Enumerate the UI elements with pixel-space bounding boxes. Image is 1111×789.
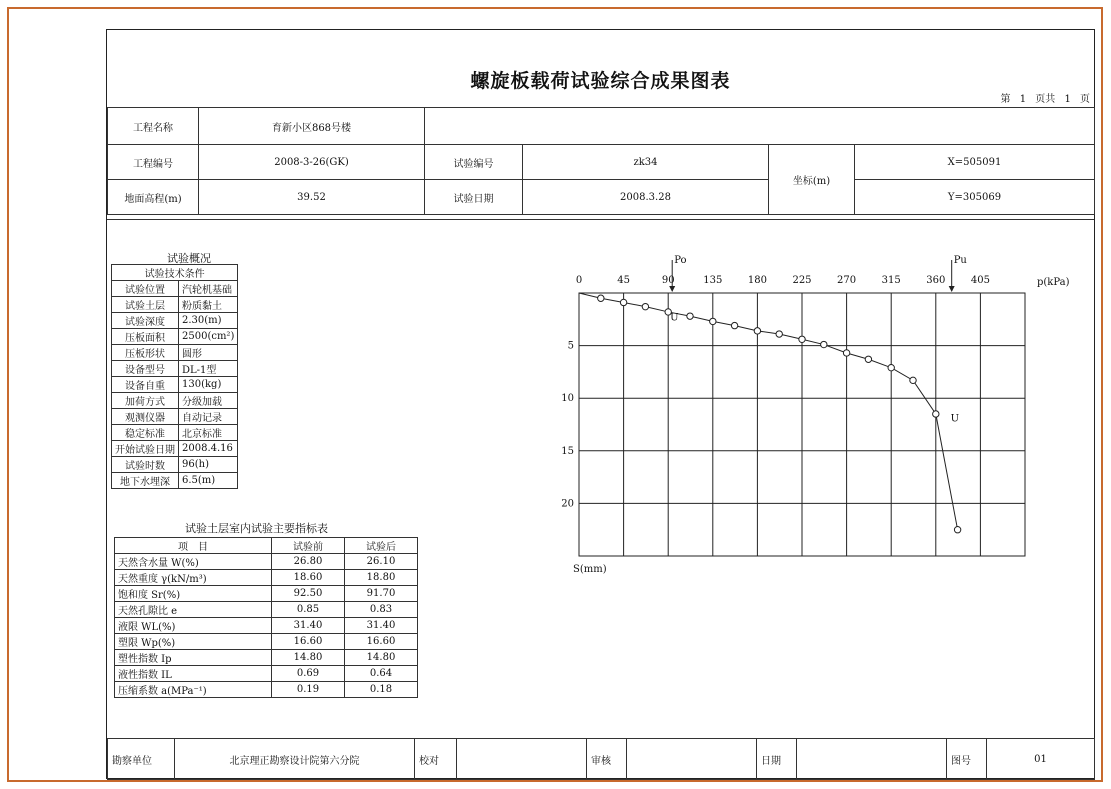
test-no: zk34 — [523, 145, 769, 180]
condition-key: 设备型号 — [112, 361, 179, 377]
condition-value: 粉质黏土 — [179, 297, 238, 313]
lab-after: 31.40 — [345, 618, 418, 634]
lab-item: 天然孔隙比 e — [115, 602, 272, 618]
condition-value: DL-1型 — [179, 361, 238, 377]
y-axis-label: S(mm) — [573, 564, 607, 575]
document-frame — [7, 7, 1103, 782]
lab-before: 31.40 — [272, 618, 345, 634]
lab-item: 液性指数 IL — [115, 666, 272, 682]
lab-item: 天然重度 γ(kN/m³) — [115, 570, 272, 586]
lab-before: 26.80 — [272, 554, 345, 570]
marker-arrow — [669, 286, 675, 292]
y-tick-label: 5 — [567, 340, 574, 352]
data-point — [888, 364, 894, 370]
x-tick-label: 270 — [837, 275, 857, 286]
data-point — [776, 331, 782, 337]
data-point — [710, 318, 716, 324]
condition-key: 压板形状 — [112, 345, 179, 361]
condition-key: 设备自重 — [112, 377, 179, 393]
date-label: 日期 — [757, 739, 797, 780]
x-tick-label: 135 — [703, 275, 723, 286]
point-label: U — [670, 312, 679, 324]
x-tick-label: 405 — [970, 275, 990, 286]
lab-item: 塑性指数 Ip — [115, 650, 272, 666]
lab-after: 16.60 — [345, 634, 418, 650]
lab-after: 18.80 — [345, 570, 418, 586]
check-value — [457, 739, 587, 780]
conditions-title: 试验技术条件 — [112, 265, 238, 281]
footer-table — [107, 738, 1095, 780]
x-tick-label: 360 — [926, 275, 946, 286]
x-tick-label: 0 — [575, 275, 583, 286]
lab-item: 饱和度 Sr(%) — [115, 586, 272, 602]
marker-label: Po — [674, 255, 687, 266]
x-tick-label: 45 — [617, 275, 630, 286]
figure-no: 01 — [987, 739, 1095, 780]
check-label: 校对 — [415, 739, 457, 780]
condition-key: 地下水埋深 — [112, 473, 179, 489]
condition-value: 6.5(m) — [179, 473, 238, 489]
lab-before: 0.19 — [272, 682, 345, 698]
report-title: 螺旋板载荷试验综合成果图表 — [470, 70, 731, 92]
point-label: U — [950, 413, 960, 425]
lab-header-before: 试验前 — [272, 538, 345, 554]
lab-before: 0.85 — [272, 602, 345, 618]
review-value — [627, 739, 757, 780]
overview-title: 试验概况 — [167, 252, 211, 265]
data-point — [865, 356, 871, 362]
lab-after: 0.64 — [345, 666, 418, 682]
condition-value: 2008.4.16 — [179, 441, 238, 457]
lab-header-item: 项 目 — [115, 538, 272, 554]
settlement-curve — [579, 293, 958, 530]
data-point — [910, 377, 916, 383]
data-point — [799, 336, 805, 342]
condition-key: 开始试验日期 — [112, 441, 179, 457]
condition-value: 自动记录 — [179, 409, 238, 425]
lab-after: 0.83 — [345, 602, 418, 618]
condition-key: 试验位置 — [112, 281, 179, 297]
data-point — [843, 350, 849, 356]
condition-key: 稳定标准 — [112, 425, 179, 441]
report-sheet — [106, 29, 1095, 779]
lab-item: 压缩系数 a(MPa⁻¹) — [115, 682, 272, 698]
lab-after: 91.70 — [345, 586, 418, 602]
condition-key: 加荷方式 — [112, 393, 179, 409]
project-name: 育新小区868号楼 — [199, 108, 425, 145]
x-axis-label: p(kPa) — [1037, 277, 1070, 288]
y-tick-label: 20 — [561, 498, 574, 510]
x-tick-label: 90 — [661, 275, 675, 286]
x-tick-label: 180 — [747, 275, 767, 286]
condition-key: 试验土层 — [112, 297, 179, 313]
condition-key: 压板面积 — [112, 329, 179, 345]
condition-key: 试验时数 — [112, 457, 179, 473]
x-tick-label: 225 — [792, 275, 812, 286]
lab-item: 液限 WL(%) — [115, 618, 272, 634]
elevation-label: 地面高程(m) — [108, 180, 199, 215]
lab-before: 18.60 — [272, 570, 345, 586]
data-point — [731, 322, 737, 328]
condition-value: 2500(cm²) — [179, 329, 238, 345]
data-point — [821, 341, 827, 347]
data-point — [754, 328, 760, 334]
condition-value: 圆形 — [179, 345, 238, 361]
project-no-label: 工程编号 — [108, 145, 199, 180]
condition-key: 试验深度 — [112, 313, 179, 329]
test-no-label: 试验编号 — [425, 145, 523, 180]
data-point — [620, 299, 626, 305]
condition-value: 2.30(m) — [179, 313, 238, 329]
project-no: 2008-3-26(GK) — [199, 145, 425, 180]
lab-after: 14.80 — [345, 650, 418, 666]
lab-item: 天然含水量 W(%) — [115, 554, 272, 570]
coord-y: Y=305069 — [855, 180, 1095, 215]
lab-after: 0.18 — [345, 682, 418, 698]
project-name-label: 工程名称 — [108, 108, 199, 145]
page-info: 第 1 页共 1 页 — [1000, 94, 1090, 105]
date-value — [797, 739, 947, 780]
data-point — [933, 411, 939, 417]
condition-value: 96(h) — [179, 457, 238, 473]
survey-unit-label: 勘察单位 — [108, 739, 175, 780]
condition-value: 130(kg) — [179, 377, 238, 393]
data-point — [598, 295, 604, 301]
lab-table-title: 试验土层室内试验主要指标表 — [185, 522, 328, 535]
survey-unit: 北京理正勘察设计院第六分院 — [175, 739, 415, 780]
load-settlement-chart — [107, 30, 1094, 778]
marker-label: Pu — [953, 255, 967, 266]
lab-item: 塑限 Wp(%) — [115, 634, 272, 650]
lab-before: 92.50 — [272, 586, 345, 602]
data-point — [687, 313, 693, 319]
review-label: 审核 — [587, 739, 627, 780]
lab-before: 0.69 — [272, 666, 345, 682]
coord-label: 坐标(m) — [769, 145, 855, 215]
condition-value: 分级加载 — [179, 393, 238, 409]
data-point — [642, 303, 648, 309]
elevation: 39.52 — [199, 180, 425, 215]
figure-no-label: 图号 — [947, 739, 987, 780]
condition-value: 北京标准 — [179, 425, 238, 441]
y-tick-label: 10 — [561, 393, 574, 405]
lab-header-after: 试验后 — [345, 538, 418, 554]
test-date-label: 试验日期 — [425, 180, 523, 215]
data-point — [954, 527, 960, 533]
test-date: 2008.3.28 — [523, 180, 769, 215]
marker-arrow — [949, 286, 955, 292]
lab-after: 26.10 — [345, 554, 418, 570]
coord-x: X=505091 — [855, 145, 1095, 180]
lab-before: 16.60 — [272, 634, 345, 650]
condition-value: 汽轮机基础 — [179, 281, 238, 297]
y-tick-label: 15 — [561, 445, 574, 457]
lab-before: 14.80 — [272, 650, 345, 666]
condition-key: 观测仪器 — [112, 409, 179, 425]
x-tick-label: 315 — [881, 275, 901, 286]
